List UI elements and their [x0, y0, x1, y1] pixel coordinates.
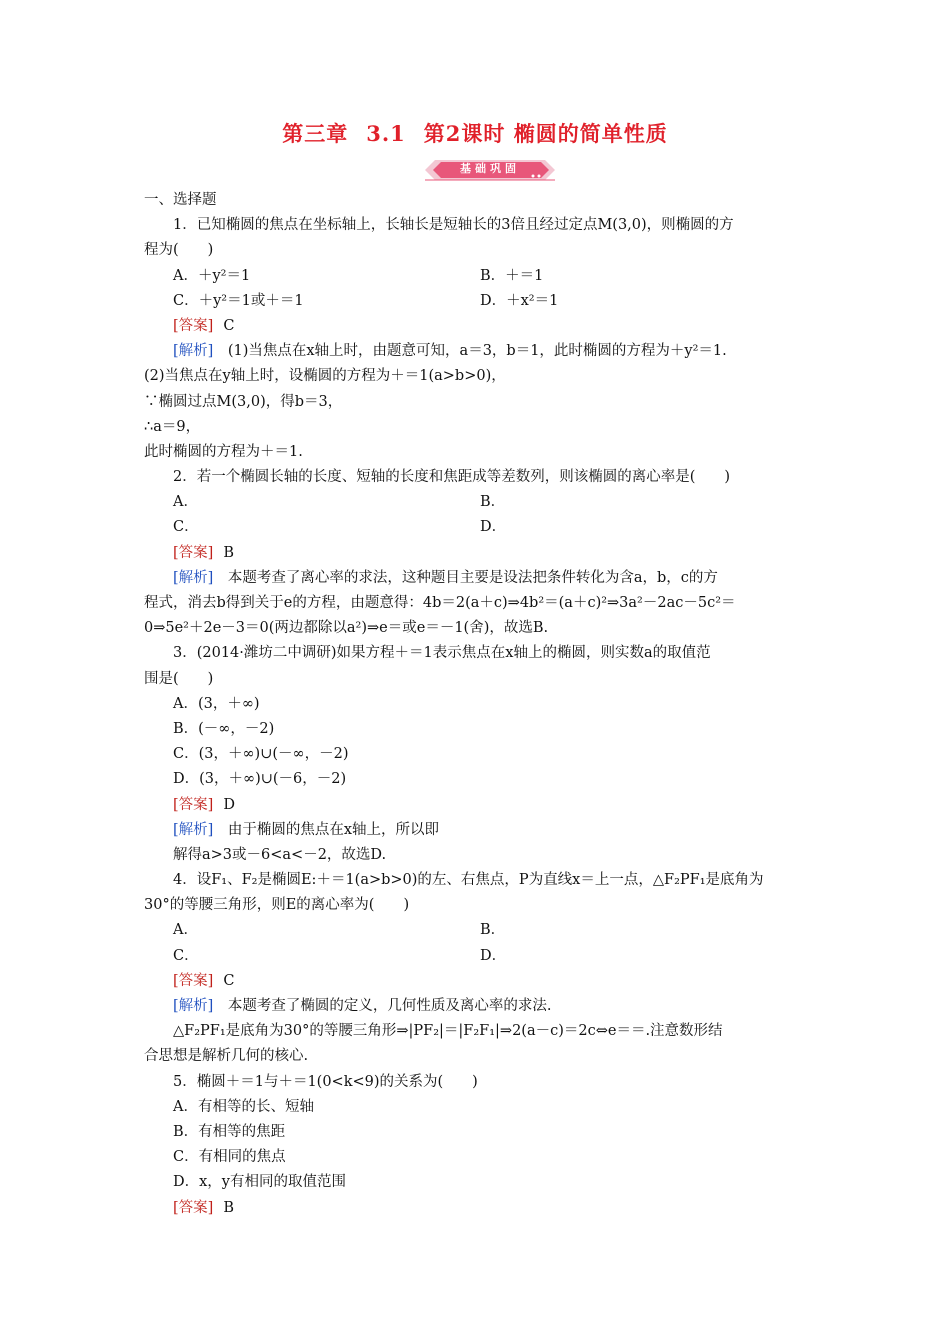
- q2-option-a: A．: [173, 494, 198, 511]
- q3-analysis: [144, 818, 808, 843]
- section-banner: [425, 158, 555, 182]
- answer-tag: [答案]: [173, 1199, 214, 1216]
- q1-options-cd: [144, 289, 808, 314]
- q1-option-d: D．＋x²＝1: [480, 292, 559, 309]
- q5-stem: 5．椭圆＋＝1与＋＝1(0<k<9)的关系为( ): [173, 1073, 478, 1090]
- q2-analysis-line: 0⇒5e²＋2e－3＝0(两边都除以a²)⇒e＝或e＝－1(舍)，故选B.: [144, 620, 549, 637]
- q1-analysis-line: ∵椭圆过点M(3,0)，得b＝3，: [144, 393, 343, 410]
- q4-answer: [144, 969, 808, 994]
- answer-tag: [答案]: [173, 544, 214, 561]
- q2-answer: [144, 541, 808, 566]
- analysis-text: (1)当焦点在x轴上时，由题意可知，a＝3，b＝1，此时椭圆的方程为＋y²＝1.: [213, 343, 727, 360]
- answer-tag: [答案]: [173, 796, 214, 813]
- analysis-tag: [解析]: [173, 569, 214, 586]
- q4-analysis: [144, 994, 808, 1019]
- answer-value: B: [223, 1199, 234, 1216]
- q3-option-d: D．(3，＋∞)∪(－6，－2): [173, 771, 347, 788]
- section-heading: 一、选择题: [144, 192, 217, 208]
- answer-value: D: [223, 796, 235, 813]
- q1-answer: [144, 314, 808, 339]
- answer-tag: [答案]: [173, 972, 214, 989]
- q2-option-b: B．: [480, 494, 506, 511]
- answer-tag: [答案]: [173, 317, 214, 334]
- section-number: 3.1: [366, 121, 406, 146]
- q1-option-a: A．＋y²＝1: [173, 267, 251, 284]
- q4-stem-cont: 30°的等腰三角形，则E的离心率为( ): [144, 897, 410, 914]
- q3-option-b: B．(－∞，－2): [173, 720, 275, 737]
- q4-analysis-line: 合思想是解析几何的核心.: [144, 1048, 309, 1065]
- analysis-text: 本题考查了离心率的求法，这种题目主要是设法把条件转化为含a，b，c的方: [213, 569, 718, 586]
- q2-options-ab: [144, 490, 808, 515]
- q3-stem: 3．(2014·潍坊二中调研)如果方程＋＝1表示焦点在x轴上的椭圆，则实数a的取值范: [173, 645, 711, 662]
- analysis-tag: [解析]: [173, 821, 214, 838]
- q1-analysis-line: 此时椭圆的方程为＋＝1.: [144, 443, 303, 460]
- q1-option-b: B．＋＝1: [480, 267, 544, 284]
- answer-value: C: [223, 972, 235, 989]
- q5-option-d: D．x，y有相同的取值范围: [173, 1174, 346, 1191]
- q3-analysis-line: 解得a>3或－6<a<－2，故选D.: [173, 846, 387, 863]
- chapter-label: 第三章: [282, 121, 349, 146]
- q5-option-a: A．有相等的长、短轴: [173, 1098, 314, 1115]
- q1-analysis-line: (2)当焦点在y轴上时，设椭圆的方程为＋＝1(a>b>0)，: [144, 368, 506, 385]
- q2-option-d: D．: [480, 519, 507, 536]
- lesson-title: 第2课时 椭圆的简单性质: [423, 121, 668, 146]
- q1-stem-cont: 程为( ): [144, 242, 214, 259]
- analysis-text: 本题考查了椭圆的定义，几何性质及离心率的求法.: [213, 998, 552, 1014]
- q1-analysis: [144, 339, 808, 364]
- q2-analysis-line: 程式，消去b得到关于e的方程，由题意得：4b＝2(a＋c)⇒4b²＝(a＋c)²⇒3a²－2ac－5c²＝: [144, 595, 736, 611]
- question-content: [144, 188, 808, 1221]
- q1-options-ab: [144, 264, 808, 289]
- answer-value: B: [223, 544, 234, 561]
- q3-answer: [144, 793, 808, 818]
- q2-stem: 2．若一个椭圆长轴的长度、短轴的长度和焦距成等差数列，则该椭圆的离心率是( ): [173, 469, 731, 486]
- q1-analysis-line: ∴a＝9，: [144, 418, 201, 435]
- q4-options-ab: [144, 918, 808, 943]
- q5-answer: [144, 1196, 808, 1221]
- q2-analysis: [144, 566, 808, 591]
- q1-stem: 1．已知椭圆的焦点在坐标轴上，长轴长是短轴长的3倍且经过定点M(3,0)，则椭圆的方: [173, 217, 734, 234]
- q3-option-c: C．(3，＋∞)∪(－∞，－2): [173, 746, 349, 763]
- q4-options-cd: [144, 944, 808, 969]
- q3-option-a: A．(3，＋∞): [173, 695, 260, 712]
- q4-stem: 4．设F₁、F₂是椭圆E:＋＝1(a>b>0)的左、右焦点，P为直线x＝上一点，△F₂PF₁是底角为: [173, 872, 764, 889]
- banner-label: 基础巩固: [460, 162, 520, 175]
- analysis-tag: [解析]: [173, 998, 214, 1014]
- answer-value: C: [223, 317, 235, 334]
- q5-option-c: C．有相同的焦点: [173, 1149, 286, 1166]
- q4-option-d: D．: [480, 947, 507, 964]
- q4-option-a: A．: [173, 922, 198, 939]
- q2-option-c: C．: [173, 519, 199, 536]
- page-title: [0, 118, 950, 148]
- q2-options-cd: [144, 515, 808, 540]
- analysis-tag: [解析]: [173, 343, 214, 360]
- q4-analysis-line: △F₂PF₁是底角为30°的等腰三角形⇒|PF₂|＝|F₂F₁|⇒2(a－c)＝2c⇔e＝＝.注意数形结: [173, 1023, 723, 1040]
- q3-stem-cont: 围是( ): [144, 670, 214, 687]
- analysis-text: 由于椭圆的焦点在x轴上，所以即: [213, 821, 440, 838]
- q4-option-c: C．: [173, 947, 199, 964]
- q1-option-c: C．＋y²＝1或＋＝1: [173, 292, 304, 309]
- q5-option-b: B．有相等的焦距: [173, 1123, 286, 1140]
- q4-option-b: B．: [480, 922, 506, 939]
